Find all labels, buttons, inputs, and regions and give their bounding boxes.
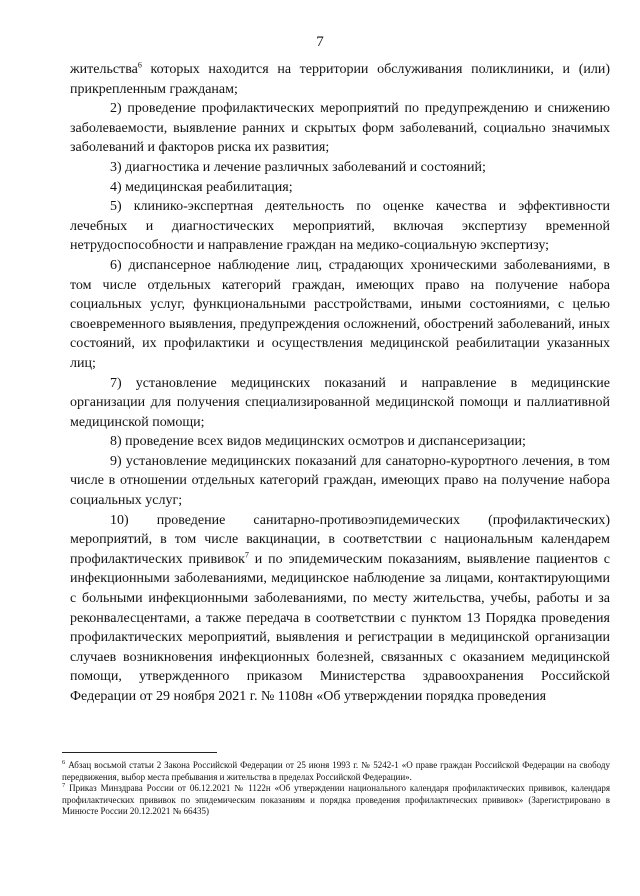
paragraph-residence: жительства$^6$ которых находится на территории обслуживания поликлиники, и (или) прикрепленным гражданам; (70, 60, 610, 97)
list-item-7: 7) установление медицинских показаний и направление в медицинские организации для получения специализированной медицинской помощи и паллиативной медицинской помощи; (70, 375, 610, 430)
list-item-2: 2) проведение профилактических мероприятий по предупреждению и снижению заболеваемости, выявление ранних и скрытых форм заболеваний, социально значимых заболеваний и факторов риска их развития; (70, 101, 610, 156)
footnote-marker-7: 7 (62, 782, 66, 789)
footnotes (62, 760, 610, 818)
footnote-7: $^7$ Приказ Минздрава России от 06.12.2021 № 1122н «Об утверждении национального календаря профилактических прививок, календаря профилактических прививок по эпидемическим показаниям и порядка проведения профилактических прививок» (Зарегистрировано в Минюсте России 20.12.2021 № 66435) (62, 782, 610, 816)
page-number: 7 (316, 34, 324, 50)
footnote-6: $^6$ Абзац восьмой статьи 2 Закона Российской Федерации от 25 июня 1993 г. № 5242-1 «О праве граждан Российской Федерации на свободу передвижения, выбор места пребывания и жительства в пределах Российской Федерации». (62, 759, 610, 782)
footnote-separator (62, 752, 217, 753)
list-item-6: 6) диспансерное наблюдение лиц, страдающих хроническими заболеваниями, в том числе отдельных категорий граждан, имеющих право на получение набора социальных услуг, функциональными расстройствами, иными состояниями, с целью своевременного выявления, предупреждения осложнений, обострений заболеваний, иных состояний, их профилактики и осуществления медицинской реабилитации указанных лиц; (70, 257, 610, 371)
list-item-3: 3) диагностика и лечение различных заболеваний и состояний; (110, 159, 486, 175)
list-item-5: 5) клинико-экспертная деятельность по оценке качества и эффективности лечебных и диагностических мероприятий, включая экспертизу временной нетрудоспособности и направление граждан на медико-социальную экспертизу; (70, 199, 610, 254)
list-item-10: 10) проведение санитарно-противоэпидемических (профилактических) мероприятий, в том числе вакцинации, в соответствии с национальным календарем профилактических прививок$^7$ и по эпидемическим показаниям, выявление пациентов с инфекционными заболеваниями, медицинское наблюдение за лицами, контактирующими с больными инфекционными заболеваниями, по месту жительства, учебы, работы и за реконвалесцентами, а также передача в соответствии с пунктом 13 Порядка проведения профилактических мероприятий, выявления и регистрации в медицинской организации случаев возникновения инфекционных болезней, связанных с оказанием медицинской помощи, утвержденного приказом Министерства здравоохранения Российской Федерации от 29 ноября 2021 г. № 1108н «Об утверждении порядка проведения (70, 512, 610, 704)
footnote-ref-6[interactable]: 6 (137, 60, 142, 70)
list-item-4: 4) медицинская реабилитация; (110, 179, 293, 195)
body-text (70, 60, 610, 707)
list-item-8: 8) проведение всех видов медицинских осмотров и диспансеризации; (110, 434, 526, 450)
footnote-marker-6: 6 (62, 759, 66, 766)
list-item-9: 9) установление медицинских показаний для санаторно-курортного лечения, в том числе в отношении отдельных категорий граждан, имеющих право на получение набора социальных услуг; (70, 453, 610, 509)
footnote-ref-7[interactable]: 7 (244, 550, 249, 560)
